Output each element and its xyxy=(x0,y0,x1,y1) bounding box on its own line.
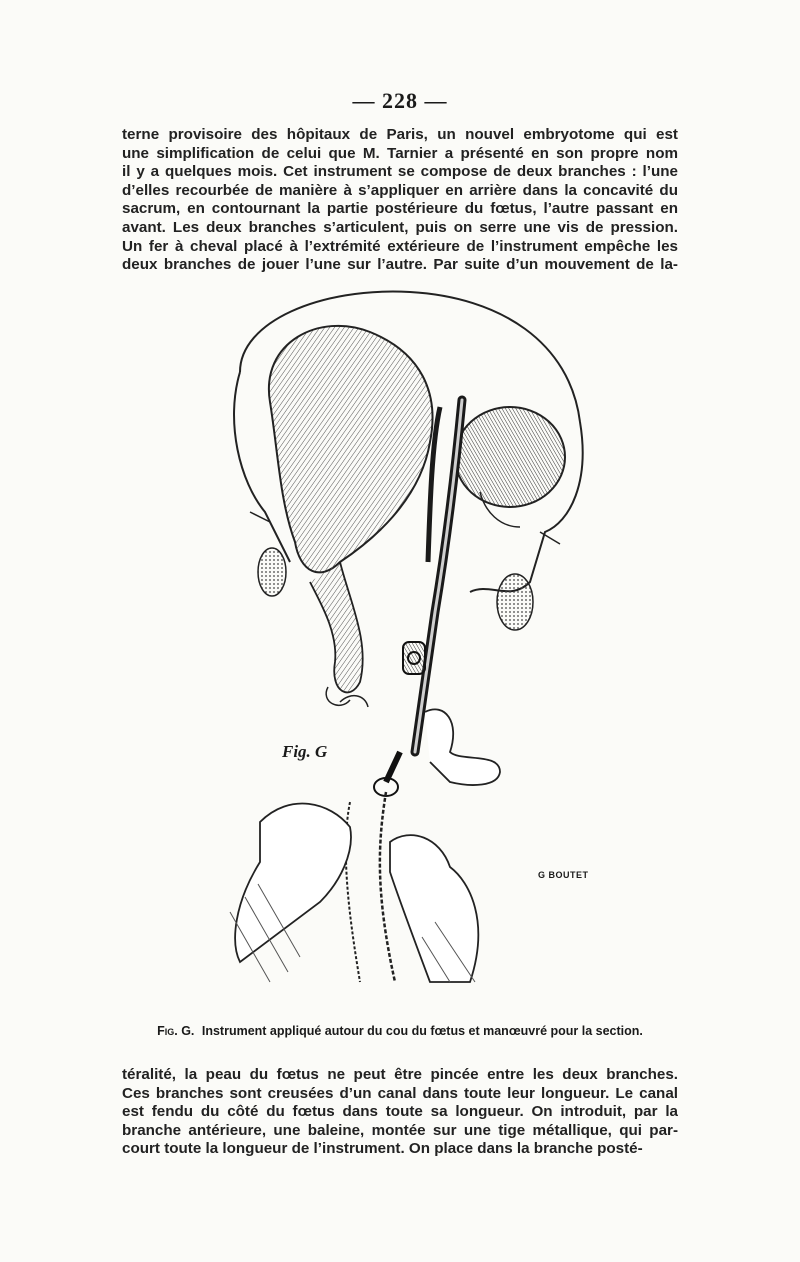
caption-text: Instrument appliqué autour du cou du fœtus et manœuvré pour la section. xyxy=(201,1024,643,1038)
text-line: avant. Les deux branches s’articulent, puis on serre une vis de pression. xyxy=(122,218,678,236)
text-line: branche antérieure, une baleine, montée sur une tige métallique, qui par- xyxy=(122,1121,678,1139)
text-line: est fendu du côté du fœtus dans toute sa longueur. On introduit, par la xyxy=(122,1103,678,1121)
text-line: court toute la longueur de l’instrument. On place dans la branche posté- xyxy=(122,1140,643,1158)
text-line: téralité, la peau du fœtus ne peut être pincée entre les deux branches. xyxy=(122,1066,678,1083)
text-line: d’elles recourbée de manière à s’appliquer en arrière dans la concavité du xyxy=(122,181,678,199)
figure-label: Fig. G xyxy=(282,742,328,761)
text-line: il y a quelques mois. Cet instrument se compose de deux branches : l’une xyxy=(122,163,678,181)
figure-caption xyxy=(122,1024,678,1038)
text-line: une simplification de celui que M. Tarnier a présenté en son propre nom xyxy=(122,144,678,162)
text-line: Ces branches sont creusées d’un canal dans toute leur longueur. Le canal xyxy=(122,1084,678,1102)
embryotome-engraving xyxy=(200,282,620,1012)
figure-illustration xyxy=(200,282,620,1012)
top-paragraph xyxy=(122,126,678,275)
caption-label: Fig. G. xyxy=(157,1024,195,1038)
text-line: terne provisoire des hôpitaux de Paris, un nouvel embryotome qui est xyxy=(122,126,678,143)
text-line: Un fer à cheval placé à l’extrémité extérieure de l’instrument empêche les xyxy=(122,237,678,255)
text-line: deux branches de jouer l’une sur l’autre. Par suite d’un mouvement de la- xyxy=(122,256,678,274)
bottom-paragraph xyxy=(122,1066,678,1159)
engraver-credit: G BOUTET xyxy=(538,870,589,880)
text-line: sacrum, en contournant la partie postérieure du fœtus, l’autre passant en xyxy=(122,200,678,218)
page-number: — 228 — xyxy=(352,88,448,113)
